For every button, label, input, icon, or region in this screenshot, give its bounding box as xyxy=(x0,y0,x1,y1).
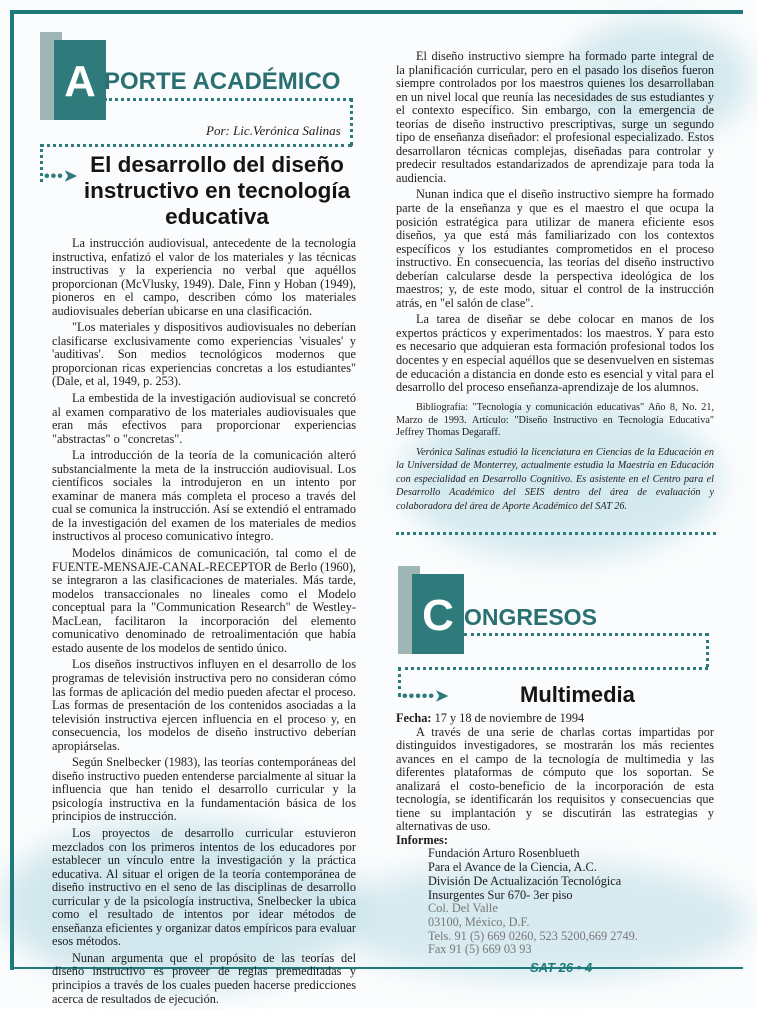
dotted-rule xyxy=(40,144,352,147)
article-paragraph: La introducción de la teoría de la comunicación alteró substancialmente la meta de la instrucción audiovisual. Los científicos sociales la introdujeron en un intento por examinar de manera más completa el proceso a través del cual se comunica la instrucción. Así se extendió el entramado de la investigación del examen de los materiales de medios instructivos al proceso comunicativo íntegro. xyxy=(52,448,356,544)
right-article-column xyxy=(396,50,714,398)
dotted-rule xyxy=(398,667,401,697)
address-line: Fundación Arturo Rosenblueth xyxy=(428,846,580,861)
dotted-rule xyxy=(706,633,709,667)
informes-label: Informes: xyxy=(396,832,448,847)
address-line: Fax 91 (5) 669 03 93 xyxy=(428,942,532,957)
fecha-label: Fecha: xyxy=(396,711,432,725)
bibliography: Bibliografía: "Tecnología y comunicación educativas" Año 8, No. 21, Marzo de 1993. Artículo: "Diseño Instructivo en Tecnología Educativa" Jeffrey Thomas Degaraff. xyxy=(396,402,714,438)
fecha-line xyxy=(396,712,714,726)
article-paragraph: La instrucción audiovisual, antecedente de la tecnología instructiva, enfatizó el valor de los materiales y las técnicas instructivas y la experiencia no verbal que aquéllos proporcionan (McVlusky, 1949). Dale, Finn y Hoban (1949), pioneros en el campo, describen cómo los materiales audiovisuales deberían ubicarse en una clasificación. xyxy=(52,236,356,318)
article-paragraph: El diseño instructivo siempre ha formado parte integral de la planificación curricular, pero en el pasado los diseños fueron siempre controlados por los maestros quienes los desarrollaban en un nivel local que reunía las necesidades de sus estudiantes y el contexto específico. Sin embargo, con la emergencia de teorías de diseño instructivo prescriptivas, surge un segundo tipo de enseñanza diseñador: el profesional especializado. Estos desarrollaron técnicas complejas, diseñadas para controlar y predecir resultados estandarizados de aprendizaje para toda la audiencia. xyxy=(396,49,714,185)
arrow-marker: •••➤ xyxy=(44,168,79,185)
article-headline xyxy=(72,152,362,230)
section-congresos-badge xyxy=(398,566,468,654)
dotted-rule xyxy=(350,98,353,146)
article-paragraph: "Los materiales y dispositivos audiovisuales no deberían clasificarse exclusivamente como experiencias 'visuales' y 'auditivas'. Son medios tecnológicos modernos que proporcionan ricas experiencias concretas a los estudiantes" (Dale, et al, 1949, p. 253). xyxy=(52,320,356,389)
article-paragraph: Modelos dinámicos de comunicación, tal como el de FUENTE-MENSAJE-CANAL-RECEPTOR de Berlo (1960), se integraron a las clasificaciones de materiales. Más tarde, modelos transaccionales no lineales como el Modelo conceptual para la "Communication Research" de Westley-MacLean, facilitaron la incorporación del elemento comunicativo denominado de retroalimentación que había estado ausente de los modelos de sentido único. xyxy=(52,546,356,655)
article-paragraph: Los diseños instructivos influyen en el desarrollo de los programas de televisión instructiva pero no consideran cómo las formas de aplicación del medio pueden afectar el proceso. Las formas de presentación de los contenidos asociadas a la televisión instructiva ejercen influencia en el proceso y, en consecuencia, los modelos de diseño instructivo deberían apropiárselas. xyxy=(52,657,356,753)
page-footer: SAT 26 • 4 xyxy=(530,960,593,975)
dotted-rule xyxy=(104,98,352,101)
address-line: División De Actualización Tecnológica xyxy=(428,873,622,888)
dotted-rule xyxy=(398,667,708,670)
article-paragraph: Los proyectos de desarrollo curricular estuvieron mezclados con los primeros intentos de los educadores por establecer un vínculo entre la investigación y la práctica educativa. Al situar el origen de la teoría contemporánea de diseño instructivo en el seno de las disciplinas de desarrollo curricular y de la psicología instructiva, Snelbecker la ubica como el resultado de intentos por idear métodos de enseñanza eficientes y organizar datos empíricos para evaluar esos métodos. xyxy=(52,825,356,949)
congress-headline: Multimedia xyxy=(520,682,635,707)
address-line: Insurgentes Sur 670- 3er piso xyxy=(428,887,573,902)
address-block xyxy=(428,847,714,957)
fecha-value: 17 y 18 de noviembre de 1994 xyxy=(434,711,585,725)
article-paragraph: La embestida de la investigación audiovisual se concretó al examen comparativo de los materiales audiovisuales que eran más efectivos para proporcionar experiencias "abstractas" o "concretas". xyxy=(52,391,356,446)
section-congresos-letter: C xyxy=(422,591,454,640)
headline-line: El desarrollo del diseño xyxy=(90,152,344,177)
address-line: Para el Avance de la Ciencia, A.C. xyxy=(428,860,597,875)
article-paragraph: La tarea de diseñar se debe colocar en manos de los expertos prácticos y experimentados: los maestros. Y para esto es necesario que adquieran esta formación profesional todos los docentes y en especial aquéllos que se desenvuelven en sistemas de educación a distancia en donde esto es esencial y vital para el desarrollo del proceso enseñanza-aprendizaje de los alumnos. xyxy=(396,312,714,395)
dotted-rule xyxy=(464,633,708,636)
article-author: Por: Lic.Verónica Salinas xyxy=(206,123,341,138)
section-aporte-title: PORTE ACADÉMICO xyxy=(104,68,341,95)
address-line: Tels. 91 (5) 669 0260, 523 5200,669 2749. xyxy=(428,928,638,943)
address-line: 03100, México, D.F. xyxy=(428,914,530,929)
article-paragraph: Nunan argumenta que el propósito de las teorías del diseño instructivo es proveer de reglas premeditadas y principios a través de los cuales pueden hacerse predicciones acerca de resultados de ejecución. xyxy=(52,950,356,1006)
page-frame-top xyxy=(10,10,743,14)
congress-description: A través de una serie de charlas cortas impartidas por distinguidos investigadores, se mostrarán los más recientes avances en el campo de la tecnología de multimedia y las diferentes plataformas de cómputo que los soportan. Se analizará el costo-beneficio de la incorporación de esta tecnología, se identificarán los requisitos y consecuencias que tiene su implantación y se discutirán las estrategias y alternativas de uso. xyxy=(396,724,714,834)
arrow-marker: •••••➤ xyxy=(402,688,450,705)
congress-body xyxy=(396,712,714,957)
dotted-rule xyxy=(396,532,716,535)
dotted-rule xyxy=(40,144,43,182)
page-frame-left xyxy=(10,10,14,970)
address-line: Col. Del Valle xyxy=(428,901,498,916)
headline-line: educativa xyxy=(165,204,269,229)
headline-line: instructivo en tecnología xyxy=(83,178,351,203)
author-bio: Verónica Salinas estudió la licenciatura en Ciencias de la Educación en la Universidad de Monterrey, actualmente estudia la Maestría en Educación con especialidad en Desarrollo Cognitivo. Es asistente en el Centro para el Desarrollo Académico del SEIS dentro del área de evaluación y colaboradora del área de Aporte Académico del SAT 26. xyxy=(396,447,714,512)
section-aporte-letter: A xyxy=(64,57,96,106)
left-article-column xyxy=(52,237,356,1009)
section-aporte-badge xyxy=(40,32,110,120)
article-paragraph: Según Snelbecker (1983), las teorías contemporáneas del diseño instructivo pueden entenderse parcialmente al situar la influencia que han tenido el desarrollo curricular y la psicología instructiva en la fundamentación básica de los principios de instrucción. xyxy=(52,755,356,824)
section-congresos-title: ONGRESOS xyxy=(464,604,597,630)
article-paragraph: Nunan indica que el diseño instructivo siempre ha formado parte de la enseñanza y que es el maestro el que ocupa la posición estratégica para utilizar de manera eficiente esos diseños, ya que está más familiarizado con los contextos específicos y los estudiantes comprometidos en el proceso instructivo. En consecuencia, las teorías del diseño instructivo deberían calcularse desde la perspectiva ideológica de los maestros; y, de este modo, situar el control de la instrucción atrás, en "el salón de clase". xyxy=(396,187,714,310)
